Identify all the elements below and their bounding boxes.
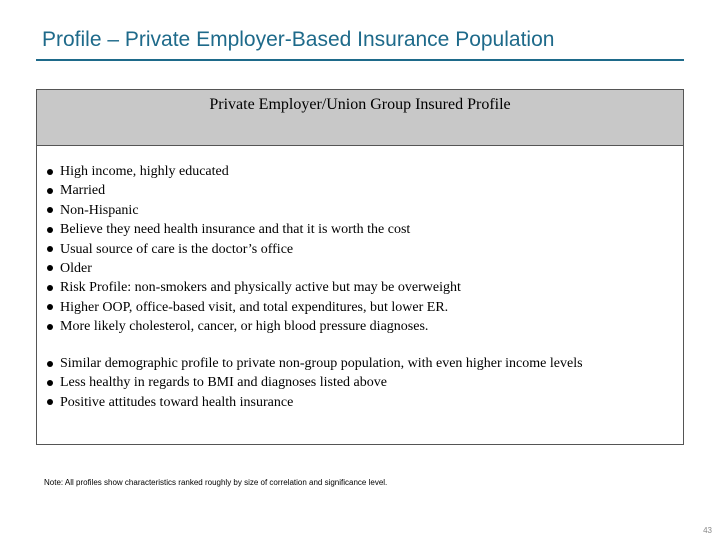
bullet-dot-icon xyxy=(47,265,53,271)
box-title: Private Employer/Union Group Insured Profile xyxy=(209,96,511,113)
bullet-item xyxy=(47,162,677,181)
bullet-dot-icon xyxy=(47,324,53,330)
bullet-text: Usual source of care is the doctor’s office xyxy=(60,241,294,257)
bullet-dot-icon xyxy=(47,246,53,252)
bullet-dot-icon xyxy=(47,207,53,213)
bullet-dot-icon xyxy=(47,304,53,310)
title-underline xyxy=(36,59,684,61)
bullet-item xyxy=(47,393,677,412)
bullet-text: Risk Profile: non-smokers and physically active but may be overweight xyxy=(60,280,461,296)
bullet-item xyxy=(47,201,677,220)
bullet-text: Similar demographic profile to private non-group population, with even higher income levels xyxy=(60,356,583,371)
bullet-dot-icon xyxy=(47,361,53,367)
bullet-dot-icon xyxy=(47,188,53,194)
bullet-dot-icon xyxy=(47,285,53,291)
bullet-text: Less healthy in regards to BMI and diagnoses listed above xyxy=(60,375,387,391)
bullet-text: Older xyxy=(60,260,92,276)
bullet-item xyxy=(47,373,677,392)
bullet-item xyxy=(47,181,677,200)
bullet-dot-icon xyxy=(47,169,53,175)
slide-title: Profile – Private Employer-Based Insurance Population xyxy=(42,28,555,51)
footnote: Note: All profiles show characteristics ranked roughly by size of correlation and significance level. xyxy=(44,478,388,487)
bullet-text: Higher OOP, office-based visit, and total expenditures, but lower ER. xyxy=(60,299,449,315)
bullet-dot-icon xyxy=(47,227,53,233)
bullet-item xyxy=(47,259,677,278)
bullet-text: Believe they need health insurance and that it is worth the cost xyxy=(60,222,411,238)
bullet-text: More likely cholesterol, cancer, or high blood pressure diagnoses. xyxy=(60,319,429,335)
bullet-list-primary xyxy=(47,162,677,337)
bullet-list-summary xyxy=(47,354,677,412)
bullet-dot-icon xyxy=(47,399,53,405)
bullet-item xyxy=(47,354,677,373)
profile-box xyxy=(36,89,684,445)
bullet-dot-icon xyxy=(47,380,53,386)
bullet-item xyxy=(47,298,677,317)
bullet-text: Positive attitudes toward health insurance xyxy=(60,394,294,410)
bullet-text: High income, highly educated xyxy=(60,164,229,179)
bullet-item xyxy=(47,240,677,259)
bullet-item xyxy=(47,220,677,239)
bullet-text: Married xyxy=(60,183,106,199)
bullet-text: Non-Hispanic xyxy=(60,202,139,218)
box-header xyxy=(37,90,683,146)
bullet-item xyxy=(47,278,677,297)
bullet-item xyxy=(47,317,677,336)
page-number: 43 xyxy=(703,526,712,535)
